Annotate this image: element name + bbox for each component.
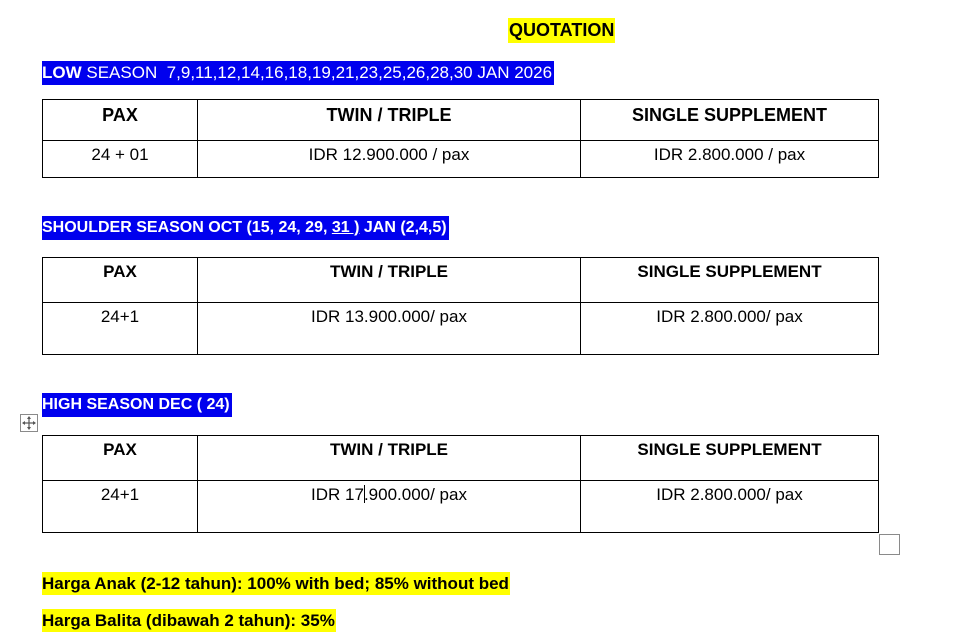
header-twin-triple: TWIN / TRIPLE: [198, 258, 581, 303]
cell-twin-triple-price[interactable]: IDR 13.900.000/ pax: [198, 303, 581, 355]
cell-single-supplement-price[interactable]: IDR 2.800.000/ pax: [581, 303, 879, 355]
cell-twin-triple-price[interactable]: [198, 481, 581, 533]
header-single-supplement: SINGLE SUPPLEMENT: [581, 100, 879, 141]
header-single-supplement: SINGLE SUPPLEMENT: [581, 436, 879, 481]
table-move-handle[interactable]: [20, 414, 38, 432]
high-season-heading: HIGH SEASON DEC ( 24): [42, 393, 232, 417]
shoulder-season-label-underlined: 31 ): [331, 219, 360, 236]
cell-pax[interactable]: 24+1: [43, 303, 198, 355]
cell-pax[interactable]: 24 + 01: [43, 141, 198, 178]
low-season-label-bold: LOW: [42, 63, 82, 82]
low-season-heading: [42, 61, 554, 85]
low-season-table: [42, 99, 879, 178]
cell-twin-triple-price[interactable]: IDR 12.900.000 / pax: [198, 141, 581, 178]
high-season-table: [42, 435, 879, 533]
table-row: [43, 303, 879, 355]
table-row: [43, 141, 879, 178]
shoulder-season-label-a: SHOULDER SEASON OCT (15, 24, 29,: [42, 219, 332, 236]
shoulder-season-label-b: JAN (2,4,5): [359, 219, 447, 236]
price-part-b: .900.000/ pax: [363, 485, 467, 504]
cell-pax[interactable]: 24+1: [43, 481, 198, 533]
note-infant-price: Harga Balita (dibawah 2 tahun): 35%: [42, 611, 335, 630]
cell-single-supplement-price[interactable]: IDR 2.800.000 / pax: [581, 141, 879, 178]
header-pax: PAX: [43, 258, 198, 303]
table-header-row: [43, 258, 879, 303]
header-pax: PAX: [43, 100, 198, 141]
header-pax: PAX: [43, 436, 198, 481]
cell-single-supplement-price[interactable]: IDR 2.800.000/ pax: [581, 481, 879, 533]
shoulder-season-table: [42, 257, 879, 355]
header-twin-triple: TWIN / TRIPLE: [198, 436, 581, 481]
table-header-row: [43, 436, 879, 481]
header-twin-triple: TWIN / TRIPLE: [198, 100, 581, 141]
move-arrows-icon: [21, 415, 37, 431]
table-header-row: [43, 100, 879, 141]
header-single-supplement: SINGLE SUPPLEMENT: [581, 258, 879, 303]
table-row: [43, 481, 879, 533]
note-child-price: Harga Anak (2-12 tahun): 100% with bed; 85% without bed: [42, 574, 509, 593]
document-title: QUOTATION: [508, 18, 615, 43]
table-resize-handle[interactable]: [879, 534, 900, 555]
shoulder-season-heading: [42, 216, 449, 240]
price-part-a: IDR 17: [311, 485, 364, 504]
low-season-label-rest: SEASON 7,9,11,12,14,16,18,19,21,23,25,26,28,30 JAN 2026: [81, 63, 553, 82]
